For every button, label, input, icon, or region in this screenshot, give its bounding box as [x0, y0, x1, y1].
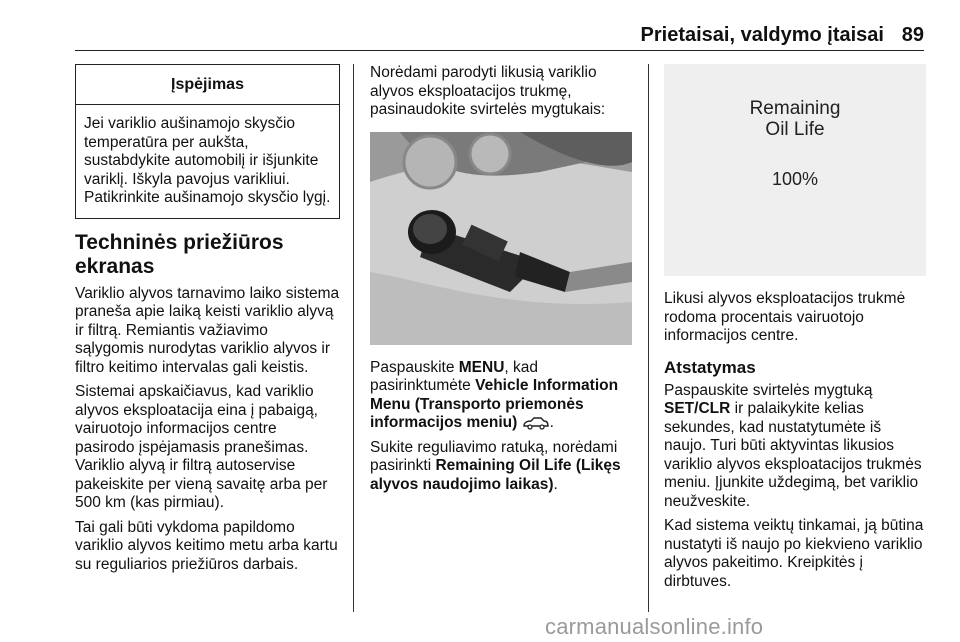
oil-life-value: 100% [771, 169, 819, 189]
paragraph: Norėdami parodyti likusią variklio alyvos eksploatacijos trukmę, pasinaudokite svirtelės mygtukais: [370, 64, 606, 118]
warning-title: Įspėjimas [76, 65, 339, 105]
section-heading-reset: Atstatymas [664, 357, 756, 377]
column-divider-1 [353, 64, 354, 612]
paragraph: Tai gali būti vykdoma papildomo variklio alyvos keitimo metu arba kartu su reguliarios priežiūros darbais. [75, 518, 338, 573]
oil-life-label: Remaining Oil Life [749, 98, 841, 140]
paragraph-reset-instruction: Paspauskite svirtelės mygtuką SET/CLR ir palaikykite kelias sekundes, kad nustatytumėte iš naujo. Turi būti aktyvintas likusios variklio alyvos eksploatacijos trukmės meniu. Įjunkite uždegimą, bet variklio neužveskite. [664, 381, 922, 510]
paragraph: Variklio alyvos tarnavimo laiko sistema praneša apie laiką keisti variklio alyvą ir filtrą. Remiantis važiavimo sąlygomis nurodytas variklio alyvos ir filtro keitimo intervalas gali keistis. [75, 284, 340, 376]
car-icon [522, 416, 550, 430]
column-divider-2 [648, 64, 649, 612]
oil-life-display [664, 64, 926, 276]
page-header [0, 20, 960, 50]
column-middle [370, 64, 632, 500]
warning-text: Jei variklio aušinamojo skysčio temperatūra per aukšta, sustabdykite automobilį ir išjunkite variklį. Iškyla pavojus varikliui. Patikrinkite aušinamojo skysčio lygį. [84, 115, 331, 206]
stalk-control-illustration [370, 132, 632, 345]
column-right [664, 64, 926, 597]
column-left [75, 64, 340, 580]
menu-key: MENU [458, 358, 505, 376]
warning-box [75, 64, 340, 219]
watermark: carmanualsonline.info [545, 614, 764, 639]
header-rule [75, 50, 924, 51]
paragraph-select-instruction: Sukite reguliavimo ratuką, norėdami pasirinkti Remaining Oil Life (Likęs alyvos naudojimo laikas). [370, 438, 621, 493]
paragraph: Kad sistema veiktų tinkamai, ją būtina nustatyti iš naujo po kiekvieno variklio alyvos pakeitimo. Kreipkitės į dirbtuves. [664, 517, 924, 590]
section-heading-service-display: Techninės priežiūros ekranas [75, 230, 284, 278]
page-number: 89 [901, 24, 924, 46]
stalk-control-photo [370, 132, 632, 345]
set-clr-key: SET/CLR [664, 400, 731, 417]
header-title: Prietaisai, valdymo įtaisai [640, 24, 884, 46]
paragraph-menu-instruction: Paspauskite MENU, kad pasirinktumėte Vehicle Information Menu (Transporto priemonės informacijos meniu) . [370, 358, 619, 431]
figure-caption: Likusi alyvos eksploatacijos trukmė rodoma procentais vairuotojo informacijos centre. [664, 290, 906, 344]
paragraph: Sistemai apskaičiavus, kad variklio alyvos eksploatacija eina į pabaigą, vairuotojo informacijos centre pasirodo įspėjamasis pranešimas. Variklio alyvą ir filtrą autoservise pakeiskite per vieną savaitę arba per 500 km (kas pirmiau). [75, 383, 328, 511]
